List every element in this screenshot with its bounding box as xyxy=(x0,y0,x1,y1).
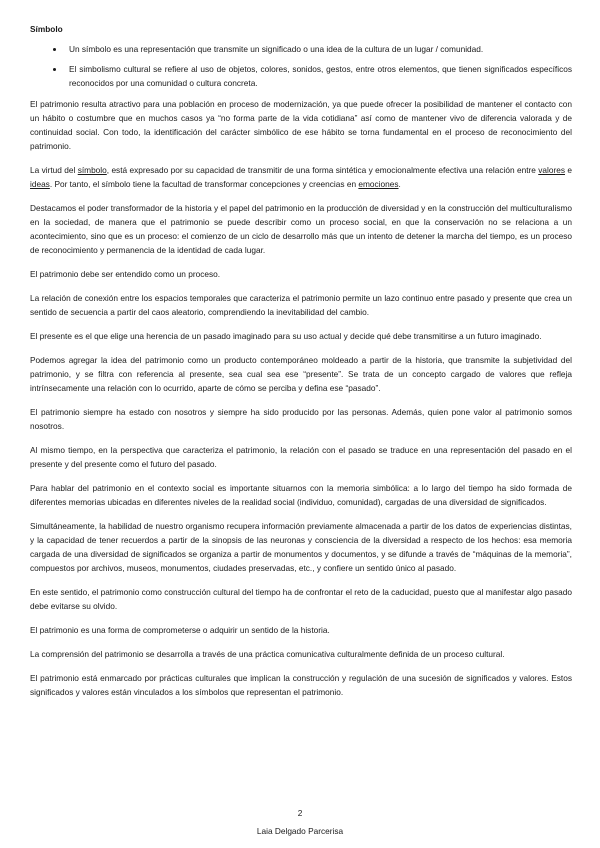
document-body xyxy=(30,22,572,709)
paragraph: Podemos agregar la idea del patrimonio como un producto contemporáneo moldeado a partir de la historia, que transmite la subjetividad del patrimonio, y se filtra con referencia al presente, sea cual sea ese “presente”. Se trata de un concepto cargado de valores que refleja intrínsecamente una relación con lo ocurrido, aparte de cómo se perciba y defina ese “pasado”. xyxy=(30,355,572,393)
paragraph-symbol-virtue xyxy=(30,163,572,191)
page-number: 2 xyxy=(297,808,303,818)
footer-author: Laia Delgado Parcerisa xyxy=(256,826,344,836)
section-heading: Símbolo xyxy=(30,24,63,34)
text-span: . Por tanto, el símbolo tiene la facultad de transformar concepciones y creencias en xyxy=(49,179,359,189)
paragraph: Destacamos el poder transformador de la historia y el papel del patrimonio en la producción de diversidad y en la construcción del multiculturalismo en la sociedad, de manera que el patrimonio se puede describir como un proceso social, en que la conservación no se relaciona a un acontecimiento, sino que es un proceso: el comienzo de un ciclo de desarrollo más que un intento de detener la marcha del tiempo, es un proceso de reconocimiento y permanencia de la identidad de cada lugar. xyxy=(30,203,572,255)
bullet-item: • El simbolismo cultural se refiere al uso de objetos, colores, sonidos, gestos, entre otros elementos, que tienen significados específicos reconocidos por una comunidad o cultura concreta. xyxy=(65,62,572,90)
bullet-list xyxy=(30,42,572,90)
paragraph: Al mismo tiempo, en la perspectiva que caracteriza el patrimonio, la relación con el pasado se traduce en una representación del pasado en el presente y del presente como el futuro del pasado. xyxy=(30,445,572,469)
text-span: , está expresado por su capacidad de transmitir de una forma sintética y emocionalmente efectiva una relación entre xyxy=(106,165,539,175)
paragraph: El patrimonio siempre ha estado con nosotros y siempre ha sido producido por las personas. Además, quien pone valor al patrimonio somos nosotros. xyxy=(30,407,572,431)
underlined-word: símbolo xyxy=(77,165,107,175)
text-span: e xyxy=(565,165,572,175)
paragraph: El patrimonio resulta atractivo para una población en proceso de modernización, ya que puede ofrecer la posibilidad de mantener el contacto con un hábito o costumbre que en muchos casos ya “no forma parte de la vida cotidiana” así como de mantener vivo de diferencia valorada y de continuidad social. Con todo, la identificación del carácter simbólico de ese hábito se torna fundamental en el proceso de reconocimiento del patrimonio. xyxy=(30,99,572,151)
paragraph: Simultáneamente, la habilidad de nuestro organismo recupera información previamente almacenada a partir de los datos de experiencias distintas, y la capacidad de tener recuerdos a partir de la sinopsis de las neuronas y consciencia de la diversidad a respecto de los hechos: esa memoria cargada de una diversidad de significados se organiza a partir de monumentos y documentos, y se difunde a través de “máquinas de la memoria”, compuestos por archivos, museos, monumentos, ciudades preservadas, etc., y confiere un sentido único al pasado. xyxy=(30,521,572,573)
paragraph: El patrimonio está enmarcado por prácticas culturales que implican la construcción y regulación de una sucesión de significados y valores. Estos significados y valores están vinculados a los símbolos que representan el patrimonio. xyxy=(30,673,572,697)
paragraph: El patrimonio es una forma de comprometerse o adquirir un sentido de la historia. xyxy=(30,625,330,635)
paragraph: El presente es el que elige una herencia de un pasado imaginado para su uso actual y decide qué debe transmitirse a un futuro imaginado. xyxy=(30,331,542,341)
underlined-word: emociones xyxy=(358,179,399,189)
paragraph: El patrimonio debe ser entendido como un proceso. xyxy=(30,269,221,279)
underlined-word: valores xyxy=(538,165,565,175)
text-span: La virtud del xyxy=(30,165,78,175)
paragraph: La comprensión del patrimonio se desarrolla a través de una práctica comunicativa culturalmente definida de un proceso cultural. xyxy=(30,649,505,659)
paragraph: La relación de conexión entre los espacios temporales que caracteriza el patrimonio permite un lazo continuo entre pasado y presente que crea un sentido de secuencia a partir del caos aleatorio, comprendiendo la inevitabilidad del cambio. xyxy=(30,293,572,317)
text-span: . xyxy=(398,179,401,189)
paragraph: En este sentido, el patrimonio como construcción cultural del tiempo ha de confrontar el reto de la caducidad, puesto que al manifestar algo pasado debe evitarse su olvido. xyxy=(30,587,572,611)
paragraph: Para hablar del patrimonio en el contexto social es importante situarnos con la memoria simbólica: a lo largo del tiempo ha sido formada de diferentes memorias ubicadas en diferentes niveles de la realidad social (individuo, comunidad), cargadas de una diversidad de significados. xyxy=(30,483,572,507)
underlined-word: ideas xyxy=(30,179,50,189)
bullet-item: • Un símbolo es una representación que transmite un significado o una idea de la cultura de un lugar / comunidad. xyxy=(65,42,572,56)
